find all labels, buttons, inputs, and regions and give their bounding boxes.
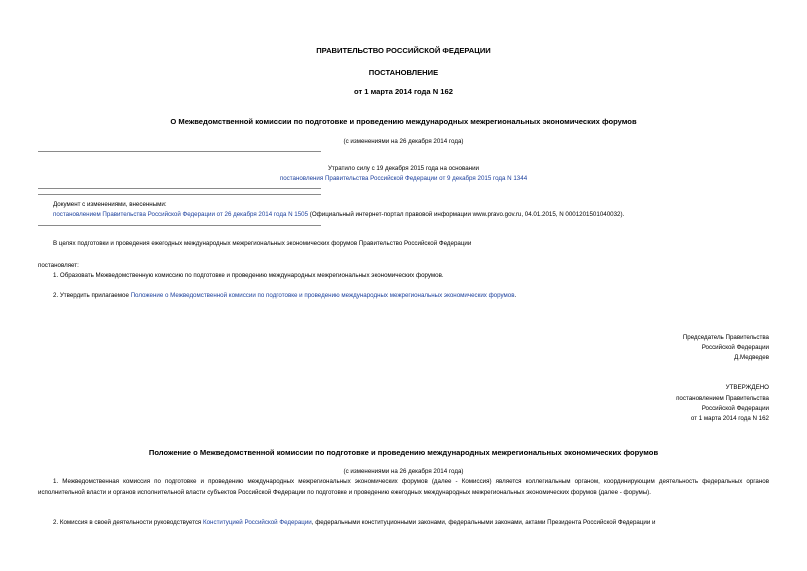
document-type: ПОСТАНОВЛЕНИЕ — [368, 68, 439, 77]
approved-line-2: постановлением Правительства — [676, 395, 769, 402]
changes-link[interactable]: постановлением Правительства Российской Федерации от 26 декабря 2014 года N 1505 — [53, 211, 309, 218]
regulation-title: Положение о Межведомственной комиссии по подготовке и проведению международных межрегиональных экономических форумов — [148, 448, 659, 457]
signature-name: Д.Медведев — [734, 354, 769, 361]
item-2-prefix: 2. Утвердить прилагаемое — [53, 292, 131, 299]
changes-label: Документ с изменениями, внесенными: — [53, 201, 167, 208]
resolves: постановляет: — [38, 262, 79, 269]
divider — [38, 151, 321, 152]
p2-prefix: 2. Комиссия в своей деятельности руководствуется — [53, 519, 204, 526]
repeal-text: Утратило силу с 19 декабря 2015 года на основании — [328, 165, 479, 172]
repeal-link[interactable]: постановления Правительства Российской Федерации от 9 декабря 2015 года N 1344 — [279, 175, 528, 182]
preamble: В целях подготовки и проведения ежегодных международных межрегиональных экономических форумов Правительство Российской Федерации — [53, 240, 472, 247]
item-1: 1. Образовать Межведомственную комиссию по подготовке и проведению международных межрегиональных экономических форумов. — [53, 272, 444, 279]
government-heading: ПРАВИТЕЛЬСТВО РОССИЙСКОЙ ФЕДЕРАЦИИ — [316, 46, 491, 55]
document-date: от 1 марта 2014 года N 162 — [354, 87, 453, 96]
divider — [38, 188, 321, 189]
regulation-link[interactable]: Положение о Межведомственной комиссии по подготовке и проведению международных межрегиональных экономических форумов — [130, 292, 515, 299]
divider — [38, 225, 321, 226]
regulation-amendments: (с изменениями на 26 декабря 2014 года) — [343, 468, 464, 475]
divider — [38, 194, 321, 195]
signature-line-2: Российской Федерации — [701, 344, 769, 351]
approved-line-4: от 1 марта 2014 года N 162 — [690, 415, 769, 422]
constitution-link[interactable]: Конституцией Российской Федерации — [203, 519, 312, 526]
signature-line-1: Председатель Правительства — [682, 334, 769, 341]
amendments-note: (с изменениями на 26 декабря 2014 года) — [343, 138, 464, 145]
regulation-paragraph-2 — [53, 519, 655, 526]
changes-tail: (Официальный интернет-портал правовой информации www.pravo.gov.ru, 04.01.2015, N 0001201501040032). — [308, 211, 625, 218]
item-2 — [53, 292, 516, 299]
approved-line-1: УТВЕРЖДЕНО — [725, 384, 769, 391]
changes-line — [53, 211, 624, 218]
regulation-paragraph-1: 1. Межведомственная комиссия по подготовке и проведению международных межрегиональных экономических форумов (далее - Комиссия) является коллегиальным органом, координирующим деятельность федеральных органов исполнительной власти и органов исполнительной власти субъектов Российской Федерации по подготовке и проведению ежегодных международных межрегиональных экономических форумов (далее - форумы). — [38, 478, 769, 496]
document-title: О Межведомственной комиссии по подготовке и проведению международных межрегиональных экономических форумов — [170, 117, 637, 126]
approved-line-3: Российской Федерации — [701, 405, 769, 412]
p2-suffix: , федеральными конституционными законами, федеральными законами, актами Президента Российской Федерации и — [311, 519, 656, 526]
item-2-suffix: . — [514, 292, 517, 299]
